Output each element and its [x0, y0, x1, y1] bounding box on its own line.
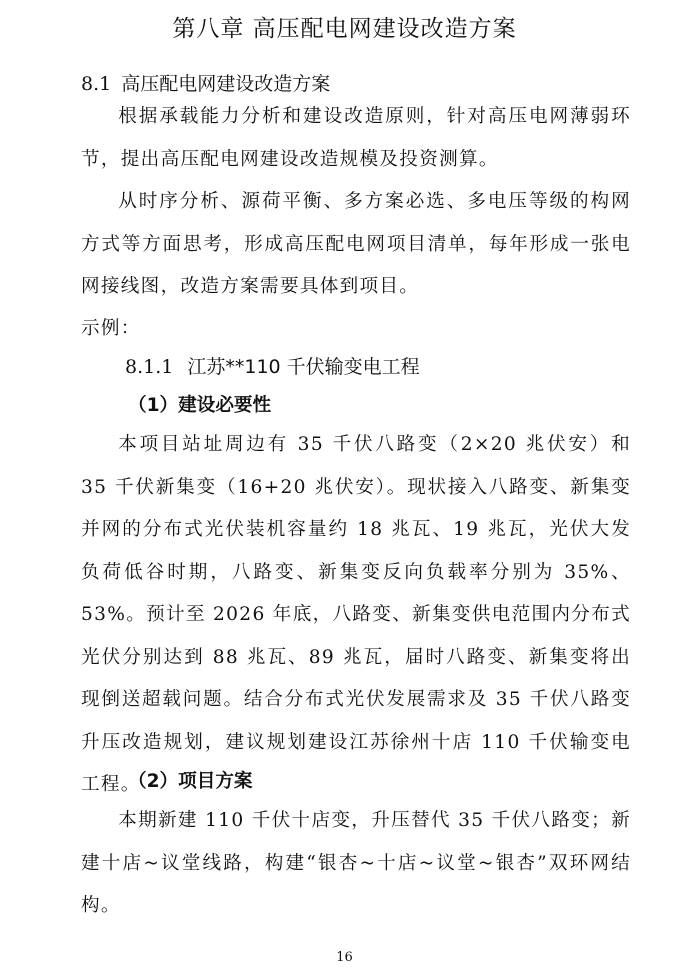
- subsection-number: 8.1.1: [125, 356, 174, 378]
- paragraph-plan: 本期新建 110 千伏十店变，升压替代 35 千伏八路变；新建十店~议堂线路，构建“银杏~十店~议堂~银杏”双环网结构。: [81, 810, 631, 916]
- item-heading-plan: （2）项目方案: [128, 771, 253, 792]
- chapter-title: 第八章 高压配电网建设改造方案: [172, 16, 517, 42]
- section-title: 高压配电网建设改造方案: [121, 73, 331, 95]
- item-heading-necessity: （1）建设必要性: [128, 395, 272, 416]
- section-heading: [81, 71, 330, 97]
- section-number: 8.1: [81, 73, 112, 95]
- example-label: 示例：: [81, 318, 141, 339]
- subsection-heading: [125, 354, 420, 380]
- paragraph-approach: 从时序分析、源荷平衡、多方案必选、多电压等级的构网方式等方面思考，形成高压配电网项目清单，每年形成一张电网接线图，改造方案需要具体到项目。: [81, 191, 631, 297]
- paragraph-necessity: 本项目站址周边有 35 千伏八路变（2×20 兆伏安）和 35 千伏新集变（16+20 兆伏安）。现状接入八路变、新集变并网的分布式光伏装机容量约 18 兆瓦、19 兆瓦，光伏大发负荷低谷时期，八路变、新集变反向负载率分别为 35%、53%。预计至 2026 年底，八路变、新集变供电范围内分布式光伏分别达到 88 兆瓦、89 兆瓦，届时八路变、新集变将出现倒送超载问题。结合分布式光伏发展需求及 35 千伏八路变升压改造规划，建议规划建设江苏徐州十店 110 千伏输变电工程。: [81, 434, 631, 795]
- subsection-title: 江苏**110 千伏输变电工程: [187, 356, 420, 378]
- paragraph-intro: 根据承载能力分析和建设改造原则，针对高压电网薄弱环节，提出高压配电网建设改造规模及投资测算。: [81, 106, 631, 170]
- page-number: 16: [336, 950, 353, 965]
